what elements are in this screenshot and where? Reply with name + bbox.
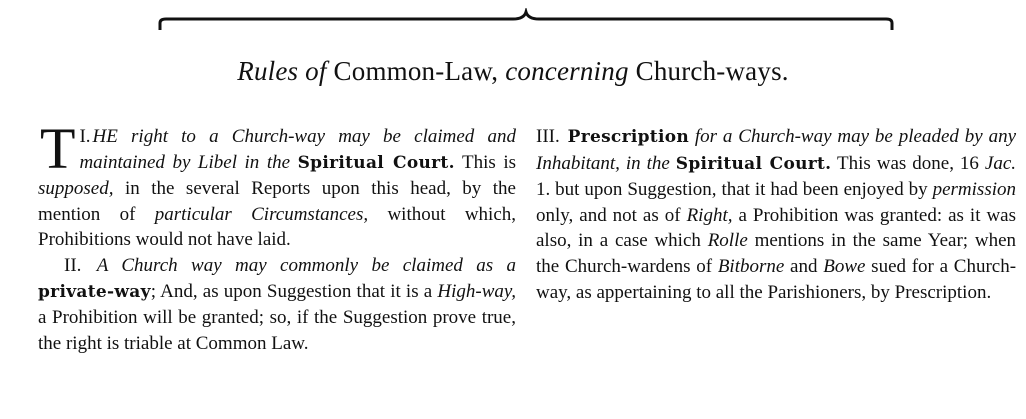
text-blackletter: private-way <box>38 281 151 302</box>
text: only, and not as of <box>536 204 681 226</box>
text-italic: Rolle <box>707 230 748 252</box>
text-italic: HE right to a Church-way may be claimed and maintained by Libel in the <box>79 126 516 173</box>
text: sued for a Church-way, as appertaining to all the Parishioners, by Prescription. <box>536 255 1017 303</box>
text: This was done, 16 <box>837 152 979 174</box>
text-blackletter: Spiritual Court. <box>297 152 455 173</box>
left-column <box>38 116 517 356</box>
text-italic: particular Circumstances, <box>154 203 369 225</box>
text-blackletter: Prescription <box>567 127 689 147</box>
text-blackletter: Spiritual Court. <box>675 153 832 174</box>
text: mentions in the same Year; when the Church-wardens of <box>536 230 1017 277</box>
text: in the several Reports upon this head, by the mention of <box>38 178 516 225</box>
title-part-1: Rules of <box>237 56 327 86</box>
text-italic: A Church way may commonly be claimed as a <box>96 254 516 276</box>
text-italic: supposed, <box>38 178 114 200</box>
title-part-4: Church-ways. <box>635 56 789 86</box>
decorative-brace <box>158 8 894 38</box>
paragraph-2 <box>38 253 516 356</box>
paragraph-1 <box>38 116 516 253</box>
title-part-2: Common-Law, <box>333 56 499 86</box>
text-italic: permission <box>932 179 1016 201</box>
title-part-3: concerning <box>505 56 629 86</box>
text: and <box>790 255 818 277</box>
paragraph-number: I. <box>79 126 91 147</box>
text: This is <box>462 151 516 173</box>
drop-cap: T <box>40 116 76 181</box>
text-italic: Right, <box>686 204 733 226</box>
text: without which, Prohibitions would not have laid. <box>38 203 516 251</box>
text-italic: Bitborne <box>717 255 785 277</box>
text-italic: for a Church-way may be pleaded by any Inhabitant, in the <box>536 126 1016 174</box>
text-italic: Jac. <box>984 152 1017 174</box>
paragraph-number: III. <box>536 126 560 147</box>
text-italic: Bowe <box>823 255 866 277</box>
text: ; And, as upon Suggestion that it is a <box>150 280 433 302</box>
right-column <box>536 124 1016 305</box>
text: a Prohibition was granted: as it was also, in a case which <box>536 204 1017 252</box>
text: a Prohibition will be granted; so, if the Suggestion prove true, the right is triable at Common Law. <box>38 307 516 354</box>
paragraph-3 <box>536 124 1016 305</box>
text-italic: High-way, <box>437 280 517 302</box>
page-title <box>0 56 1026 87</box>
paragraph-number: II. <box>64 254 82 276</box>
text: 1. but upon Suggestion, that it had been enjoyed by <box>536 179 928 201</box>
